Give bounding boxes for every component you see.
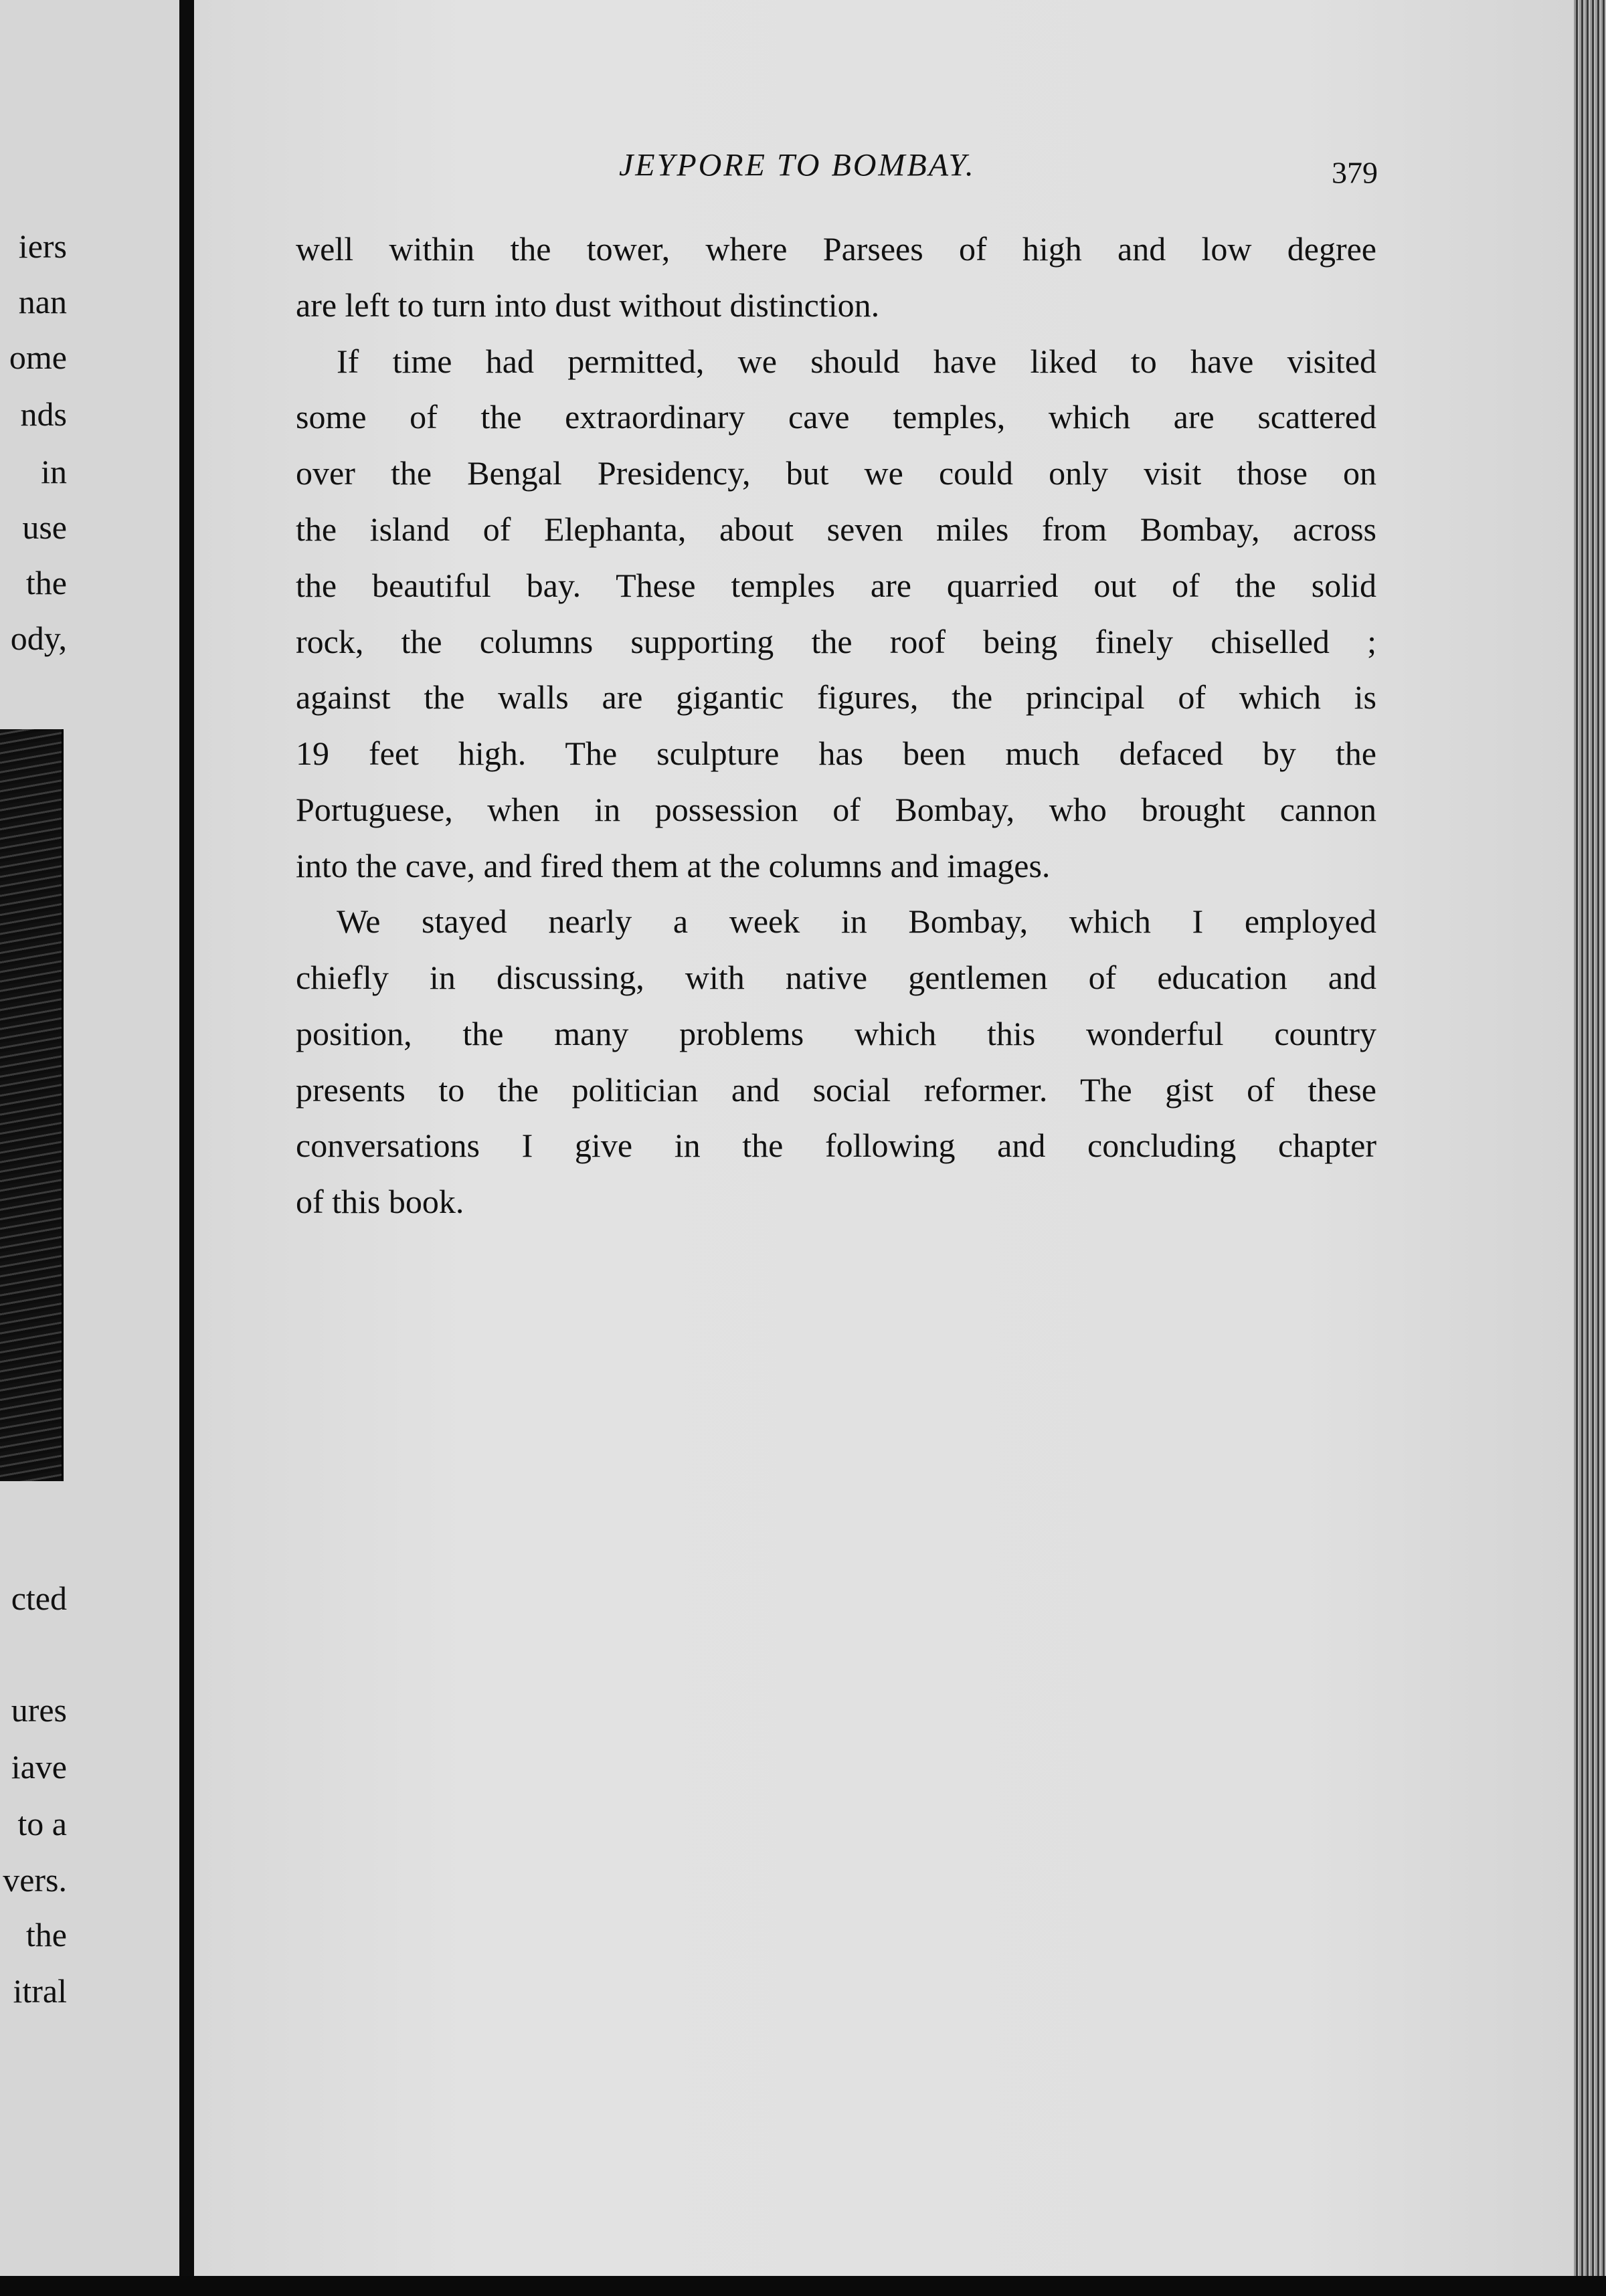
text-line: We stayed nearly a week in Bombay, which I employed [337,902,1376,940]
text-line: into the cave, and fired them at the columns and images. [296,847,1051,884]
left-page-fragment: vers. [3,1861,67,1899]
left-page-fragment: use [22,508,67,546]
left-page [0,0,179,2276]
book-gutter [179,0,194,2276]
text-line: against the walls are gigantic figures, the principal of which is [296,678,1376,716]
engraving-illustration [0,729,64,1481]
text-line: well within the tower, where Parsees of high and low degree [296,230,1376,268]
text-line: rock, the columns supporting the roof being finely chiselled ; [296,623,1376,660]
text-line: chiefly in discussing, with native gentlemen of education and [296,959,1376,996]
left-page-fragment: nds [20,395,67,433]
text-line: over the Bengal Presidency, but we could only visit those on [296,454,1376,492]
running-head: JEYPORE TO BOMBAY. [619,147,976,183]
left-page-fragment: the [25,564,67,601]
left-page-fragment: itral [13,1972,67,2010]
left-page-fragment: to a [17,1805,67,1842]
left-page-fragment: the [25,1916,67,1953]
text-line: are left to turn into dust without distinction. [296,286,880,324]
text-line: Portuguese, when in possession of Bombay, who brought cannon [296,791,1376,828]
text-line: position, the many problems which this wonderful country [296,1015,1376,1052]
text-line: the beautiful bay. These temples are quarried out of the solid [296,567,1376,604]
left-page-fragment: cted [11,1580,67,1617]
text-line: presents to the politician and social reformer. The gist of these [296,1071,1376,1109]
left-page-fragment: iave [11,1748,67,1786]
page-number: 379 [1332,155,1378,190]
left-page-fragment: iers [18,227,67,265]
text-line: some of the extraordinary cave temples, which are scattered [296,398,1376,436]
text-line: conversations I give in the following and concluding chapter [296,1127,1376,1164]
text-line: the island of Elephanta, about seven miles from Bombay, across [296,510,1376,548]
left-page-fragment: ome [9,339,67,376]
page-edges [1574,0,1606,2276]
scan-border [0,2276,1606,2296]
left-page-fragment: in [41,453,67,490]
text-line: of this book. [296,1183,464,1220]
left-page-fragment: ody, [10,619,67,657]
text-line: If time had permitted, we should have liked to have visited [337,343,1376,380]
text-line: 19 feet high. The sculpture has been much defaced by the [296,735,1376,772]
left-page-fragment: ures [11,1691,67,1729]
left-page-fragment: nan [18,283,67,320]
